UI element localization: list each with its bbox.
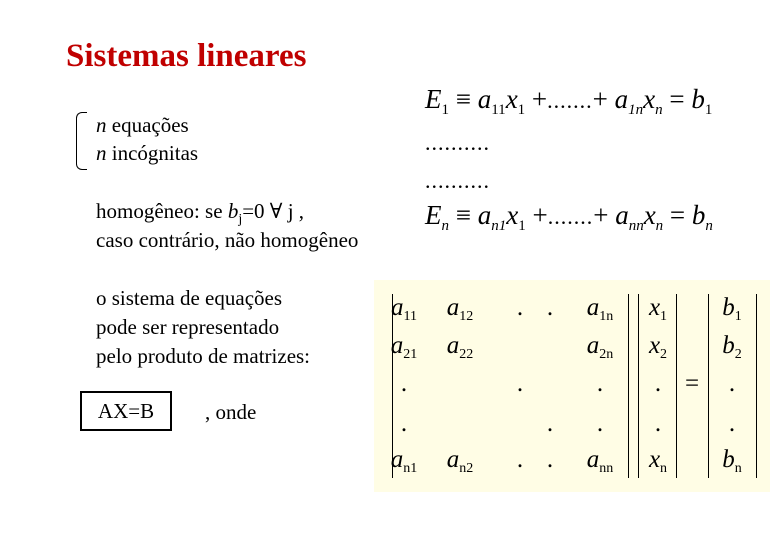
matrix-cell-subscript: n2 [459,461,474,476]
brace-line-unknowns: n incógnitas [96,141,199,165]
matrix-cell-subscript: n [660,461,668,476]
matrix-cell: . [654,370,662,397]
matrix-a-right-bar [628,294,629,478]
matrix-cell: . [516,446,524,473]
matrix-cell: . [596,410,604,437]
matrix-cell: $a_{n2}$ [446,446,474,476]
equation-ellipsis-1: .......... [425,130,490,155]
repr-line-2: pode ser representado [96,315,280,339]
non-homogeneous-line: caso contrário, não homogêneo [96,228,359,252]
matrix-cell: . [546,294,554,321]
matrix-cell: $a_{21}$ [390,332,418,362]
vector-b-right-bar [756,294,757,478]
equation-ellipsis-2: .......... [425,168,490,193]
matrix-cell-subscript: n [734,461,742,476]
matrix-cell: . [400,370,408,397]
onde-text: , onde [205,400,257,424]
matrix-cell: = [684,370,700,397]
matrix-cell: . [546,446,554,473]
matrix-cell-subscript: n1 [403,461,418,476]
brace-line-equations: n equações [96,113,189,137]
matrix-cell: $a_{1n}$ [586,294,614,324]
matrix-cell-subscript: nn [599,461,614,476]
matrix-cell: $b_2$ [722,332,742,362]
axb-box: AX=B [80,391,172,431]
repr-line-3: pelo produto de matrizes: [96,344,311,368]
matrix-cell-subscript: 22 [459,347,474,362]
matrix-cell: $b_n$ [722,446,742,476]
matrix-cell: . [516,294,524,321]
slide-title: Sistemas lineares [66,38,307,74]
matrix-cell-subscript: 21 [403,347,418,362]
equation-first: $E_1 \equiv a_{11}x_1$ +.......+ $a_{1n}x_n = b_1$ [425,84,713,118]
matrix-cell: $x_2$ [648,332,668,362]
matrix-cell: . [728,410,736,437]
matrix-cell: $b_1$ [722,294,742,324]
matrix-cell: . [596,370,604,397]
matrix-cell: . [654,410,662,437]
matrix-cell: $x_n$ [648,446,668,476]
matrix-cell-subscript: 11 [403,309,417,324]
matrix-cell: $a_{11}$ [391,294,417,324]
matrix-cell: . [516,370,524,397]
matrix-cell-subscript: 1n [599,309,614,324]
matrix-cell: $a_{22}$ [446,332,474,362]
repr-line-1: o sistema de equações [96,286,283,310]
matrix-cell: . [400,410,408,437]
matrix-cell: $a_{12}$ [446,294,474,324]
equation-last: $E_n \equiv a_{n1}x_1$ +.......+ $a_{nn}x_n = b_n$ [425,200,713,234]
matrix-cell-subscript: 2 [660,347,668,362]
matrix-cell: . [728,370,736,397]
matrix-equation [374,280,770,492]
matrix-cell: $a_{nn}$ [586,446,614,476]
homogeneous-line: homogêneo: se $b_j=0$ ∀ j , [96,199,305,227]
matrix-cell-subscript: 2 [734,347,742,362]
matrix-cell-subscript: 1 [660,309,668,324]
left-brace [76,112,87,170]
matrix-cell: . [546,410,554,437]
matrix-cell: $a_{n1}$ [390,446,418,476]
matrix-cell-subscript: 12 [459,309,474,324]
matrix-cell-subscript: 1 [734,309,742,324]
matrix-cell: $x_1$ [648,294,668,324]
matrix-cell: $a_{2n}$ [586,332,614,362]
matrix-cell-subscript: 2n [599,347,614,362]
